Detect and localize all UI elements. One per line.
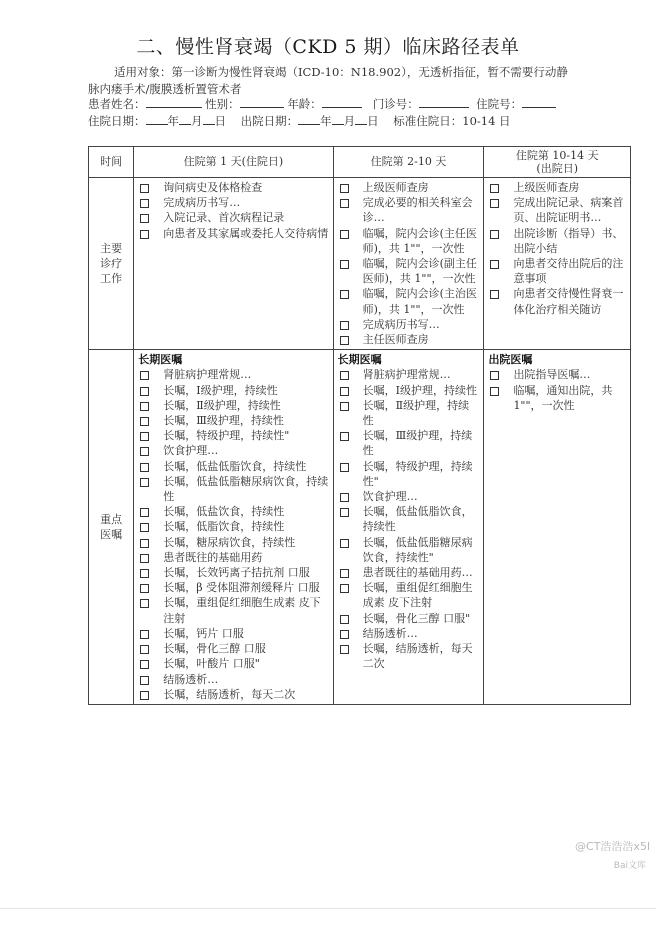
checklist-item-text: 临嘱，通知出院，共 1""，一次性 (513, 383, 613, 412)
checklist-item (338, 226, 480, 256)
checklist-item-text: 长嘱，骨化三醇 口服" (362, 611, 471, 625)
key-orders-day2-10 (333, 350, 484, 705)
checkbox[interactable] (140, 691, 149, 700)
outpatient-no-field[interactable] (419, 96, 469, 108)
row-label-key-orders (89, 350, 134, 705)
checklist-item (138, 626, 328, 641)
checklist-item-text: 长嘱，特级护理，持续性" (362, 459, 473, 488)
scope-bold: 第一诊断为 (171, 65, 229, 79)
checkbox[interactable] (340, 321, 349, 330)
checkbox[interactable] (340, 615, 349, 624)
checkbox[interactable] (140, 417, 149, 426)
checklist-item-text: 长嘱，低盐饮食，持续性 (163, 505, 285, 519)
checkbox[interactable] (140, 630, 149, 639)
checkbox[interactable] (340, 290, 349, 299)
checkbox[interactable] (140, 569, 149, 578)
checklist-item-text: 长嘱，Ⅱ级护理，持续性 (362, 398, 470, 428)
checklist-item-text: 长嘱，重组促红细胞生成素 皮下注射 (163, 596, 321, 625)
checklist-item-text: 长嘱，低盐低脂糖尿病饮食，持续性 (163, 474, 329, 504)
page-title: 二、慢性肾衰竭（CKD 5 期）临床路径表单 (136, 36, 520, 58)
checkbox[interactable] (140, 645, 149, 654)
checklist-item (138, 367, 328, 382)
checklist-item (138, 595, 328, 625)
standard-stay: 标准住院日：10-14 日 (393, 114, 511, 128)
checkbox[interactable] (140, 214, 149, 223)
month-unit: 月 (343, 114, 356, 128)
checklist-item (138, 195, 328, 210)
year-unit: 年 (167, 114, 179, 128)
checklist-item-text: 长嘱，糖尿病饮食，持续性 (163, 535, 296, 549)
admit-month-field[interactable] (179, 113, 191, 125)
table-header-row (89, 147, 631, 178)
main-work-day1 (134, 178, 333, 350)
checkbox[interactable] (140, 676, 149, 685)
scope-text: 慢性肾衰竭（ICD-10：N18.902），无透析指征，暂不需要行动静 (229, 65, 568, 79)
checkbox[interactable] (490, 290, 499, 299)
checkbox[interactable] (490, 184, 499, 193)
checkbox[interactable] (340, 336, 349, 345)
checklist-item-text: 向患者交待慢性肾衰一体化治疗相关随访 (513, 287, 624, 316)
gender-label: 性别： (205, 97, 240, 111)
checkbox[interactable] (490, 371, 499, 380)
checkbox[interactable] (340, 184, 349, 193)
admit-day-field[interactable] (203, 113, 215, 125)
checklist-item (138, 565, 328, 580)
checklist-item-text: 长嘱，骨化三醇 口服 (163, 642, 266, 656)
checkbox[interactable] (340, 539, 349, 548)
patient-name-field[interactable] (146, 96, 202, 108)
checklist-item-text: 患者既往的基础用药 (163, 550, 263, 564)
admit-year-field[interactable] (146, 113, 168, 125)
checklist-item-text: 长嘱，低盐低脂饮食，持续性 (362, 505, 473, 534)
checklist-item (338, 565, 480, 580)
checklist-item-text: 临嘱，院内会诊(副主任医师)，共 1""，一次性 (362, 257, 477, 286)
checklist-item (488, 226, 626, 256)
checklist-item (138, 398, 328, 413)
scope-label: 适用对象： (114, 65, 172, 79)
header-day2-10: 住院第 2-10 天 (333, 147, 484, 178)
discharge-year-field[interactable] (298, 113, 320, 125)
checklist-item-text: 饮食护理… (163, 444, 219, 458)
checklist-item (338, 611, 480, 626)
checklist-item-text: 完成病历书写… (362, 317, 440, 331)
checklist-item-text: 长嘱，低脂饮食，持续性 (163, 520, 285, 534)
checklist-item (338, 459, 480, 489)
checklist-item (338, 383, 480, 398)
checklist-item (138, 535, 328, 550)
orders-subheading: 长期医嘱 (337, 353, 382, 367)
checkbox[interactable] (140, 523, 149, 532)
scope-text-cont: 脉内瘘手术/腹膜透析置管术者 (88, 82, 242, 96)
checkbox[interactable] (140, 539, 149, 548)
discharge-date-label: 出院日期： (240, 114, 299, 128)
checklist-item-text: 临嘱，院内会诊(主治医师)，共 1""，一次性 (362, 287, 477, 316)
checklist-item-text: 肾脏病护理常规… (362, 368, 451, 382)
checklist-item-text: 长嘱，β 受体阻滞剂缓释片 口服 (163, 581, 320, 595)
checklist-item-text: 入院记录、首次病程记录 (163, 211, 285, 225)
checkbox[interactable] (490, 260, 499, 269)
checkbox[interactable] (140, 463, 149, 472)
checklist-item (138, 226, 328, 241)
main-work-day2-10 (333, 178, 484, 350)
checklist-item-text: 长嘱，Ⅲ级护理，持续性 (362, 429, 473, 458)
year-unit: 年 (320, 114, 332, 128)
checklist-item (138, 504, 328, 519)
checkbox[interactable] (140, 584, 149, 593)
checklist-item-text: 长嘱，Ⅲ级护理，持续性 (163, 414, 284, 428)
checklist-item-text: 长嘱，叶酸片 口服" (163, 657, 260, 671)
checkbox[interactable] (140, 554, 149, 563)
checklist-item-text: 长嘱，特级护理，持续性" (163, 429, 290, 443)
orders-subheading: 长期医嘱 (138, 353, 183, 367)
checklist-item (338, 398, 480, 428)
checklist-item (338, 428, 480, 458)
checklist-item-text: 上级医师查房 (513, 181, 580, 194)
checkbox[interactable] (340, 463, 349, 472)
checkbox[interactable] (340, 371, 349, 380)
checklist-item-text: 出院诊断（指导）书、出院小结 (513, 226, 624, 255)
checkbox[interactable] (490, 230, 499, 239)
checklist-item (338, 489, 480, 504)
row-label-main-work (89, 178, 134, 350)
admit-date-label: 住院日期： (88, 114, 146, 128)
header-day10-14-text: 住院第 10-14 天 (出院日) (515, 149, 599, 175)
checklist-item-text: 长嘱，Ⅱ级护理，持续性 (163, 398, 281, 412)
checkbox[interactable] (340, 230, 349, 239)
checkbox[interactable] (490, 199, 499, 208)
age-field[interactable] (322, 96, 362, 108)
scope-statement (88, 64, 600, 98)
age-label: 年龄： (287, 97, 322, 111)
checklist-item (338, 286, 480, 316)
checklist-item (338, 641, 480, 671)
checklist-item (488, 256, 626, 286)
checklist-item (138, 580, 328, 595)
header-time: 时间 (89, 147, 134, 178)
page-bottom-divider (0, 908, 656, 909)
checklist-item-text: 询问病史及体格检查 (163, 181, 263, 194)
checklist-item (488, 180, 626, 195)
checkbox[interactable] (340, 508, 349, 517)
checklist-item (488, 383, 626, 413)
gender-field[interactable] (240, 96, 284, 108)
checkbox[interactable] (140, 478, 149, 487)
checklist-item (138, 210, 328, 225)
day-unit: 日 (214, 114, 226, 128)
checklist-item-text: 肾脏病护理常规… (163, 368, 252, 382)
checkbox[interactable] (340, 645, 349, 654)
checklist-item (138, 428, 328, 443)
table-row-key-orders (89, 350, 631, 705)
checkbox[interactable] (140, 371, 149, 380)
checkbox[interactable] (140, 402, 149, 411)
checklist-item (338, 256, 480, 286)
checklist-item-text: 长嘱，Ⅰ级护理，持续性 (362, 383, 477, 397)
checklist-item (488, 195, 626, 225)
month-unit: 月 (191, 114, 203, 128)
checklist-item (338, 626, 480, 641)
checklist-item (338, 317, 480, 332)
checklist-item (338, 580, 480, 610)
discharge-month-field[interactable] (332, 113, 344, 125)
table-row-main-work (89, 178, 631, 350)
checklist-item (138, 550, 328, 565)
checklist-item (138, 656, 328, 671)
header-day1: 住院第 1 天(住院日) (134, 147, 333, 178)
checklist-item-text: 长嘱，重组促红细胞生成素 皮下注射 (362, 581, 473, 610)
patient-name-label: 患者姓名： (88, 97, 146, 111)
checkbox[interactable] (490, 387, 499, 396)
checklist-item-text: 患者既往的基础用药… (362, 566, 473, 580)
checklist-item-text: 长嘱，钙片 口服 (163, 626, 244, 640)
key-orders-day1 (134, 350, 333, 705)
checklist-item-text: 上级医师查房 (362, 181, 429, 194)
checklist-item (488, 367, 626, 382)
checkbox[interactable] (340, 584, 349, 593)
checkbox[interactable] (140, 508, 149, 517)
checklist-item-text: 完成必要的相关科室会诊… (362, 196, 473, 225)
checklist-item-text: 完成出院记录、病案首页、出院证明书… (513, 196, 624, 225)
inpatient-no-label: 住院号： (476, 97, 523, 111)
checklist-item (138, 413, 328, 428)
checkbox[interactable] (340, 260, 349, 269)
main-work-day10-14 (484, 178, 631, 350)
checklist-item (338, 535, 480, 565)
checklist-item (138, 641, 328, 656)
row-label-main-work-text: 主要 诊疗 工作 (100, 241, 123, 286)
checkbox[interactable] (340, 630, 349, 639)
checkbox[interactable] (340, 402, 349, 411)
clinical-pathway-table (88, 146, 631, 705)
checklist-item-text: 向患者及其家属或委托人交待病情 (163, 226, 329, 240)
checkbox[interactable] (140, 230, 149, 239)
checklist-item-text: 结肠透析… (362, 626, 418, 640)
checklist-item-text: 长嘱，长效钙离子拮抗剂 口服 (163, 566, 310, 580)
checkbox[interactable] (340, 432, 349, 441)
checkbox[interactable] (340, 387, 349, 396)
checklist-item-text: 结肠透析… (163, 672, 219, 686)
checklist-item (138, 687, 328, 702)
discharge-day-field[interactable] (355, 113, 367, 125)
header-day10-14 (484, 147, 631, 178)
checklist-item (138, 459, 328, 474)
checkbox[interactable] (140, 432, 149, 441)
checklist-item (338, 504, 480, 534)
row-label-key-orders-text: 重点 医嘱 (100, 512, 123, 542)
outpatient-no-label: 门诊号： (372, 97, 419, 111)
patient-info-line (88, 96, 600, 113)
checklist-item (138, 672, 328, 687)
checkbox[interactable] (140, 387, 149, 396)
checklist-item (138, 443, 328, 458)
checklist-item-text: 长嘱，低盐低脂饮食，持续性 (163, 459, 307, 473)
checkbox[interactable] (340, 569, 349, 578)
checklist-item (338, 195, 480, 225)
checklist-item (338, 180, 480, 195)
checklist-item-text: 主任医师查房 (362, 333, 429, 347)
orders-subheading: 出院医嘱 (488, 353, 533, 367)
checkbox[interactable] (340, 199, 349, 208)
checklist-item (338, 367, 480, 382)
date-info-line (88, 113, 600, 130)
checkbox[interactable] (140, 447, 149, 456)
checkbox[interactable] (140, 599, 149, 608)
checklist-item-text: 向患者交待出院后的注意事项 (513, 257, 624, 286)
day-unit: 日 (367, 114, 379, 128)
checklist-item-text: 长嘱，结肠透析，每天二次 (163, 687, 296, 701)
checklist-item (338, 332, 480, 347)
watermark-logo: Bai文库 (613, 861, 646, 871)
checkbox[interactable] (340, 493, 349, 502)
checklist-item-text: 长嘱，低盐低脂糖尿病饮食，持续性" (362, 535, 473, 564)
checklist-item (138, 519, 328, 534)
checklist-item-text: 饮食护理… (362, 490, 418, 504)
inpatient-no-field[interactable] (522, 96, 556, 108)
checklist-item (138, 180, 328, 195)
checklist-item-text: 完成病历书写… (163, 196, 241, 210)
checklist-item (138, 474, 328, 504)
checklist-item-text: 临嘱，院内会诊(主任医师)，共 1""，一次性 (362, 226, 477, 255)
checkbox[interactable] (140, 184, 149, 193)
checklist-item-text: 长嘱，Ⅰ级护理，持续性 (163, 383, 278, 397)
checklist-item-text: 出院指导医嘱… (513, 368, 591, 382)
checkbox[interactable] (140, 199, 149, 208)
checklist-item-text: 长嘱，结肠透析，每天二次 (362, 642, 473, 671)
checklist-item (138, 383, 328, 398)
checkbox[interactable] (140, 660, 149, 669)
checklist-item (488, 286, 626, 316)
watermark-text: @CT浩浩浩x5l (575, 840, 650, 853)
key-orders-day10-14 (484, 350, 631, 705)
